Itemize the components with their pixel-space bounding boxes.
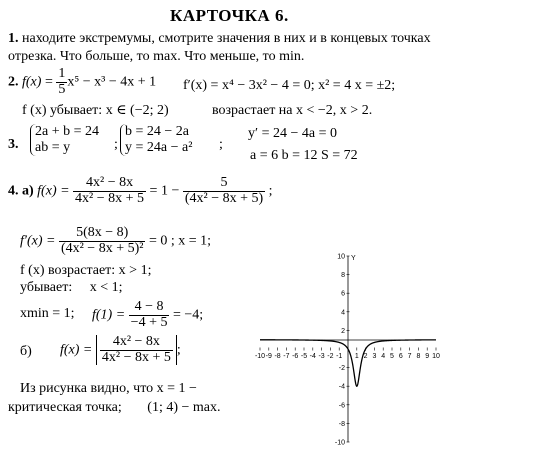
x-tick-label: -5 xyxy=(300,353,308,360)
x-tick-label: 6 xyxy=(398,353,403,360)
f1-tail: = −4; xyxy=(169,307,204,323)
y-tick-label: -8 xyxy=(338,420,345,428)
fp-tail: = 0 ; x = 1; xyxy=(145,233,212,249)
y-tick-label: 8 xyxy=(341,272,345,280)
y-axis-label: Y xyxy=(351,255,356,262)
x-tick-label: 3 xyxy=(372,353,377,360)
problem-4-eq2: = 1 − xyxy=(146,183,183,199)
conclusion-line-2 xyxy=(8,401,221,415)
y-tick-label: 6 xyxy=(341,290,345,298)
problem-4-frac-b xyxy=(183,176,265,206)
problem-1-line-1 xyxy=(8,32,431,46)
problem-1-text-1: находите экстремумы, смотрите значения в них и в концевых точках xyxy=(22,31,431,46)
x-tick-label: -8 xyxy=(274,353,281,360)
problem-4-semicolon: ; xyxy=(268,183,273,199)
x-tick-label: -4 xyxy=(309,353,316,360)
problem-3-system-2 xyxy=(120,124,192,156)
y-tick-label: 2 xyxy=(341,327,345,335)
x-tick-label: -6 xyxy=(292,353,299,360)
problem-3-result-1: y′ = 24 − 4a = 0 xyxy=(248,126,337,141)
fp-fraction xyxy=(59,226,146,256)
problem-4-f-label: f(x) = xyxy=(37,183,70,199)
problem-2-derivative: f′(x) = x⁴ − 3x² − 4 = 0; x² = 4 x = ±2; xyxy=(183,78,396,93)
problem-4-frac-a xyxy=(73,176,146,206)
y-tick-label: -4 xyxy=(338,383,345,391)
function-graph xyxy=(250,250,445,450)
x-tick-label: -3 xyxy=(318,353,325,360)
conclusion-max: (1; 4) − max. xyxy=(147,400,221,415)
system-2-brace xyxy=(120,124,192,156)
x-tick-label: -10 xyxy=(254,353,266,360)
problem-4-increasing: f (x) возрастает: x > 1; xyxy=(20,263,152,278)
g-fraction xyxy=(100,335,173,365)
x-tick-label: 8 xyxy=(416,353,421,360)
fp-den: (4x² − 8x + 5)² xyxy=(60,240,144,256)
dec-label: убывает: xyxy=(20,280,73,295)
frac-b-num: 5 xyxy=(183,176,265,192)
x-tick-label: 2 xyxy=(363,353,368,360)
x-tick-label: 10 xyxy=(432,353,440,360)
x-tick-label: 9 xyxy=(425,353,430,360)
problem-1-text-2: отрезка. Что больше, то max. Что меньше, то min. xyxy=(8,49,305,64)
problem-3-semicolon-2: ; xyxy=(219,137,223,152)
y-tick-label: -2 xyxy=(338,365,345,373)
y-tick-label: -6 xyxy=(338,402,345,410)
frac-a-den: 4x² − 8x + 5 xyxy=(75,190,145,206)
problem-2-line-1 xyxy=(8,67,156,97)
x-tick-label: 5 xyxy=(390,353,394,360)
y-tick-label: 10 xyxy=(337,253,345,261)
problem-4-line-1 xyxy=(8,176,273,206)
x-tick-label: -7 xyxy=(283,353,290,360)
y-tick-label: 4 xyxy=(341,309,345,317)
x-tick-label: -9 xyxy=(265,353,272,360)
g-abs-bars xyxy=(96,335,177,365)
x-tick-label: 7 xyxy=(407,353,412,360)
problem-3-result-2: a = 6 b = 12 S = 72 xyxy=(250,148,358,163)
problem-1-number: 1. xyxy=(8,31,19,46)
system-1-brace xyxy=(30,124,99,156)
problem-2-increasing: возрастает на x < −2, x > 2. xyxy=(212,103,373,118)
system-1-eq-1: 2a + b = 24 xyxy=(35,124,100,139)
f1-label: f(1) = xyxy=(92,307,126,323)
problem-3-number-text: 3. xyxy=(8,137,19,152)
problem-4-b-label: б) xyxy=(20,344,32,359)
g-label: f(x) = xyxy=(60,342,93,358)
g-num: 4x² − 8x xyxy=(100,335,173,351)
problem-2-f-rest: x⁵ − x³ − 4x + 1 xyxy=(67,74,157,90)
problem-2-decreasing: f (x) убывает: x ∈ (−2; 2) xyxy=(22,103,169,118)
problem-4-f1 xyxy=(92,300,203,330)
g-tail: ; xyxy=(176,342,181,358)
problem-2-coef-den: 5 xyxy=(58,81,66,97)
problem-2-coef-num: 1 xyxy=(58,66,66,81)
problem-4-number: 4. а) xyxy=(8,183,34,199)
problem-2-coef-fraction xyxy=(56,67,67,97)
x-tick-label: -2 xyxy=(327,353,334,360)
x-tick-label: 4 xyxy=(381,353,386,360)
x-tick-label: 1 xyxy=(354,353,359,360)
problem-3-semicolon-1: ; xyxy=(114,137,118,152)
problem-2-f-label: f(x) xyxy=(22,74,42,90)
conclusion-line-1: Из рисунка видно, что x = 1 − xyxy=(20,381,197,396)
card-title: КАРТОЧКА 6. xyxy=(170,6,289,25)
frac-b-den: (4x² − 8x + 5) xyxy=(184,190,264,206)
fp-label: f′(x) = xyxy=(20,233,56,249)
problem-4-g xyxy=(60,335,181,365)
problem-3-number xyxy=(8,138,19,152)
system-2-eq-2: y = 24a − a² xyxy=(125,140,193,156)
problem-4-decreasing xyxy=(20,281,123,295)
system-1-eq-2: ab = y xyxy=(35,140,71,156)
frac-a-num: 4x² − 8x xyxy=(73,176,146,192)
g-den: 4x² − 8x + 5 xyxy=(101,349,171,365)
problem-4-derivative xyxy=(20,226,211,256)
f1-num: 4 − 8 xyxy=(129,300,170,316)
y-tick-label: -10 xyxy=(334,439,345,447)
f1-den: −4 + 5 xyxy=(130,314,168,330)
problem-4-xmin: xmin = 1; xyxy=(20,306,75,321)
fp-num: 5(8x − 8) xyxy=(59,226,146,242)
system-2-eq-1: b = 24 − 2a xyxy=(125,124,190,139)
conclusion-critical: критическая точка; xyxy=(8,400,122,415)
problem-2-eq: = xyxy=(41,74,57,90)
y-ticks xyxy=(335,254,350,447)
problem-3-system-1 xyxy=(30,124,99,156)
f1-fraction xyxy=(129,300,170,330)
x-tick-label: -1 xyxy=(336,353,343,360)
problem-2-number: 2. xyxy=(8,74,19,90)
dec-value: x < 1; xyxy=(89,280,123,295)
